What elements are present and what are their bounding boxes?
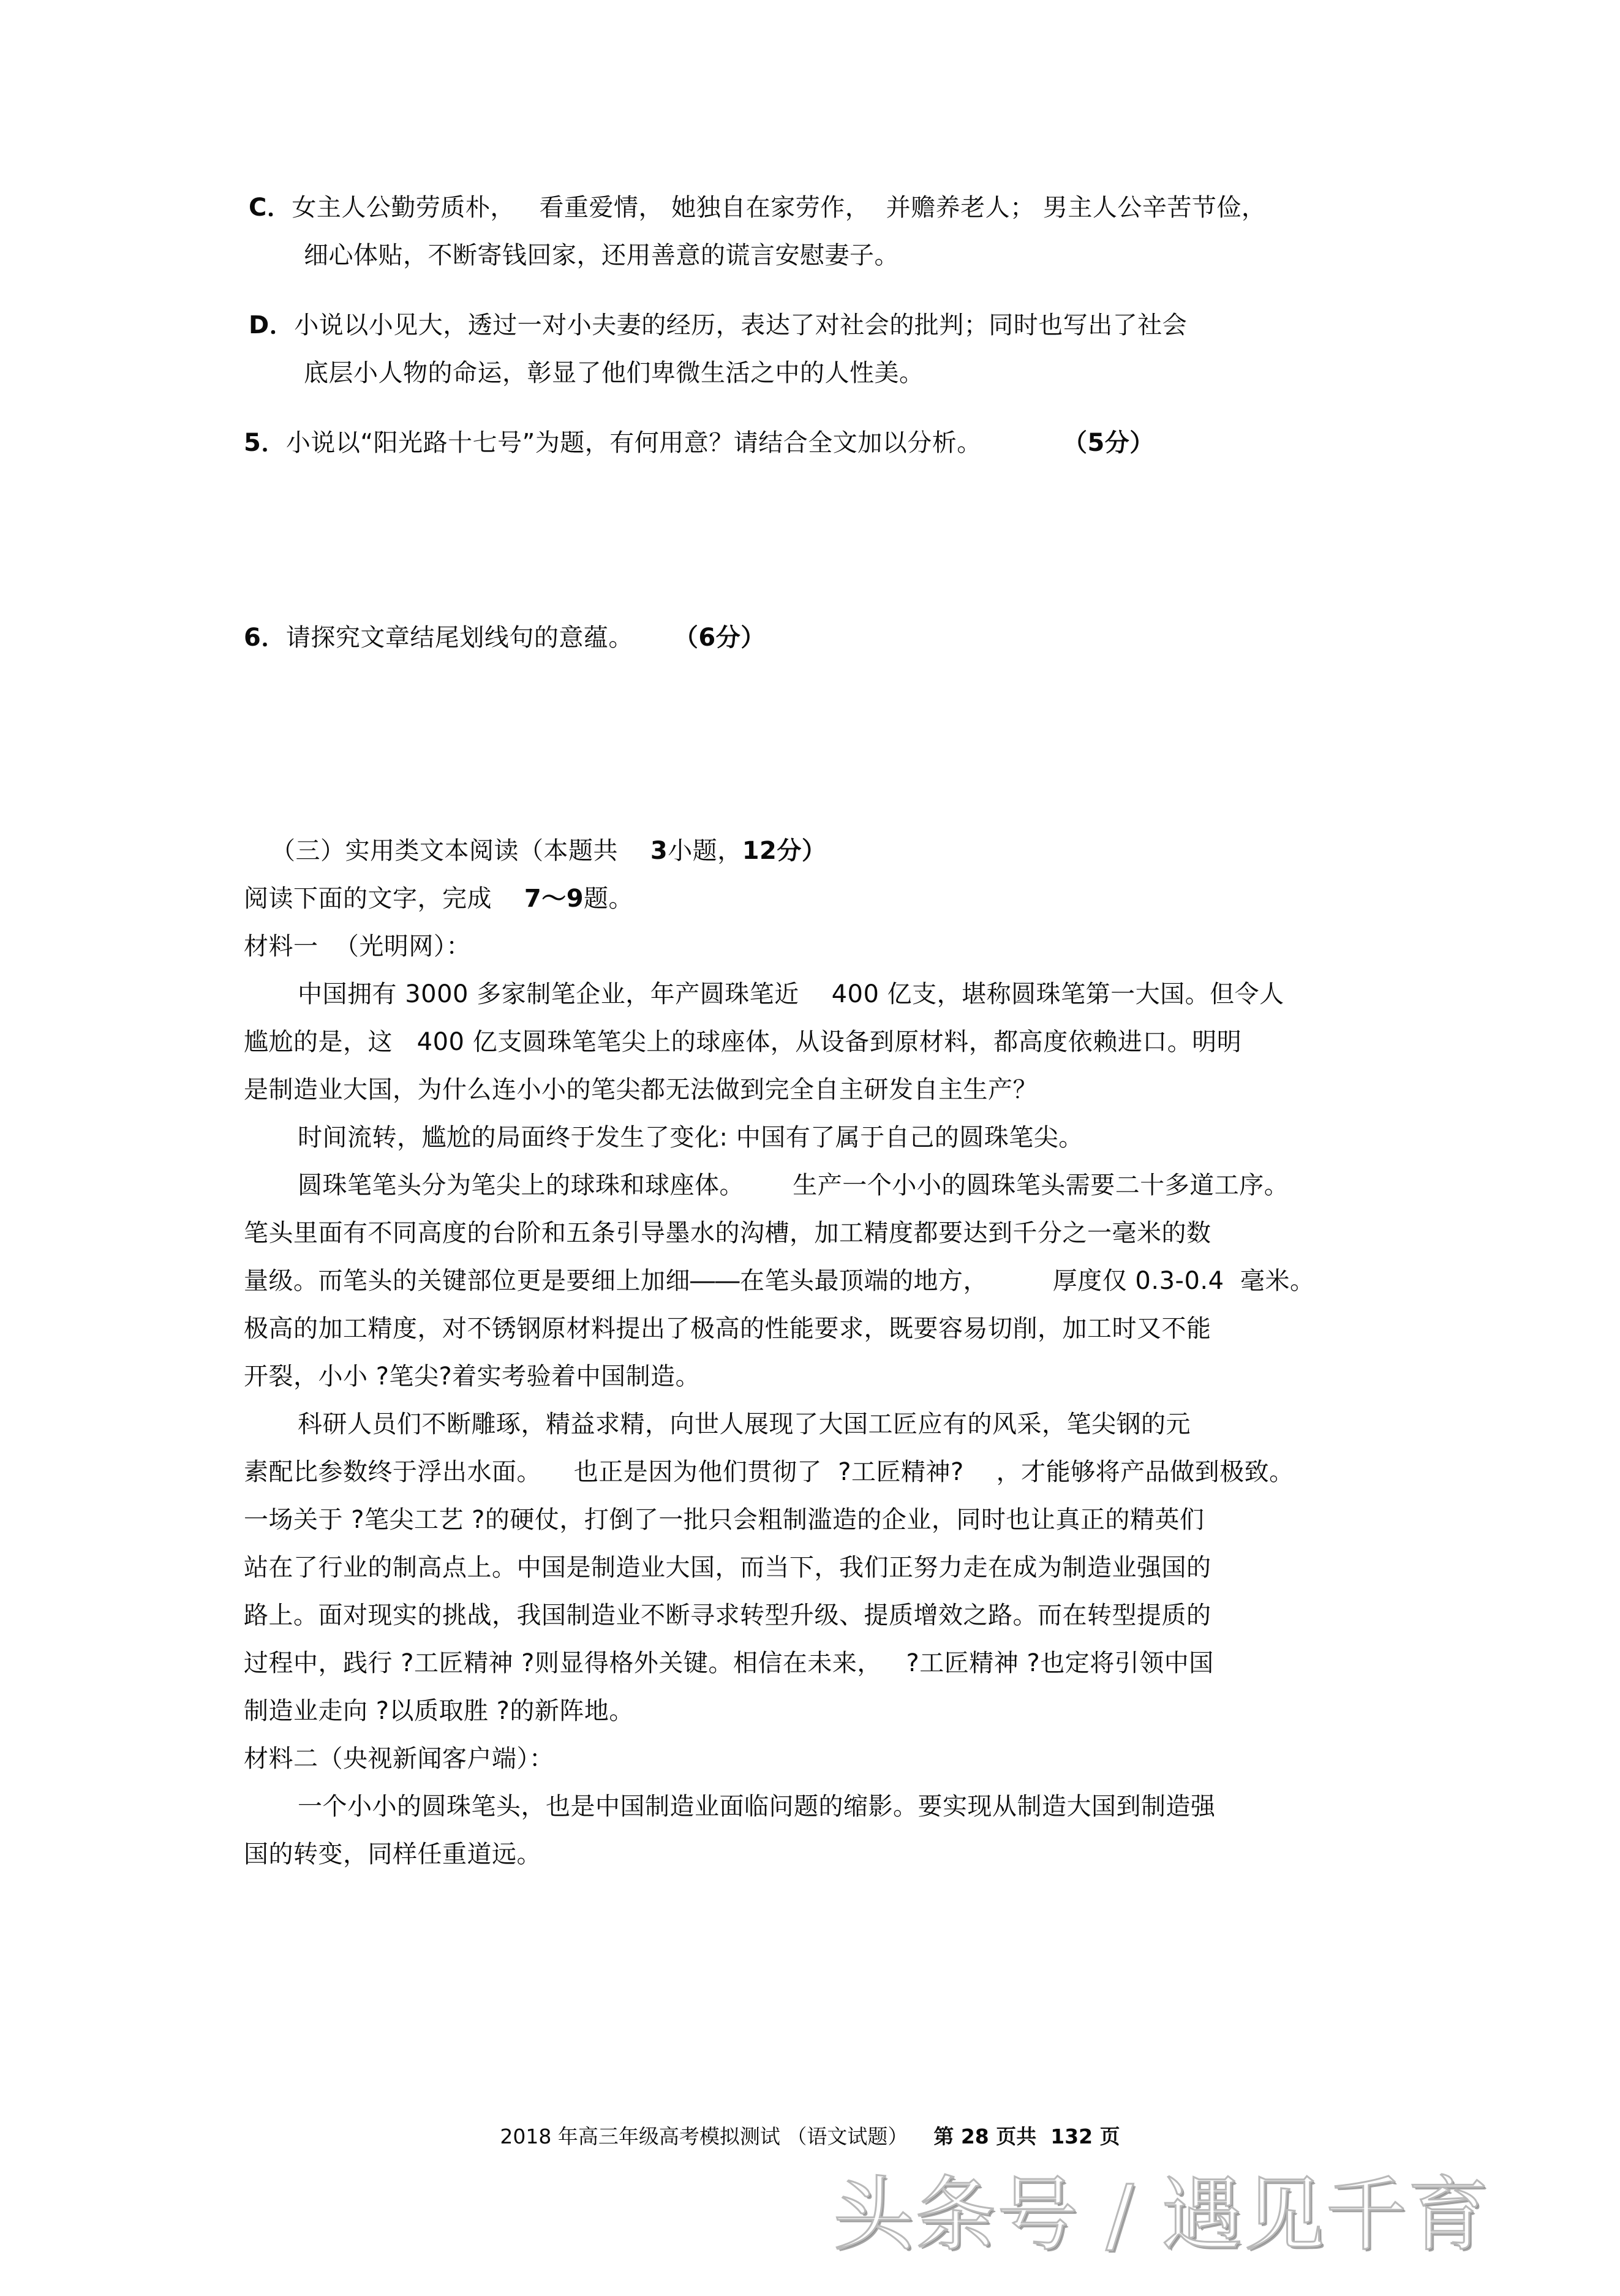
section-heading-count: 3 <box>650 837 668 865</box>
material-one-p1-line-2: 尴尬的是，这 400 亿支圆珠笔笔尖上的球座体，从设备到原材料，都高度依赖进口。明明 <box>244 1028 1242 1056</box>
section-instruction-spacer <box>492 885 524 913</box>
option-c-text-1: 女主人公勤劳质朴， 看重爱情， 她独自在家劳作， 并赡养老人； 男主人公辛苦节俭， <box>292 194 1267 222</box>
section-instruction <box>244 875 1285 923</box>
section-heading <box>244 827 1285 875</box>
watermark: 头条号 / 遇见千育 <box>833 2168 1490 2262</box>
material-one-label: 材料一 （光明网）： <box>244 932 471 961</box>
material-one-p4-line-2: 素配比参数终于浮出水面。 也正是因为他们贯彻了 ?工匠精神? ，才能够将产品做到极致。 <box>244 1458 1294 1486</box>
material-one-p3-line-5: 开裂，小小 ?笔尖?着实考验着中国制造。 <box>244 1362 701 1391</box>
material-one-p4-line-7: 制造业走向 ?以质取胜 ?的新阵地。 <box>244 1697 634 1725</box>
question-6-text: 请探究文章结尾划线句的意蕴。 <box>285 624 633 652</box>
section-heading-spacer <box>618 837 650 865</box>
question-6-spacer <box>633 624 674 652</box>
material-one-p3-line-2: 笔头里面有不同高度的台阶和五条引导墨水的沟槽，加工精度都要达到千分之一毫米的数 <box>244 1219 1211 1247</box>
answer-area-question-6[interactable] <box>244 662 1285 827</box>
option-d-line-2: 底层小人物的命运，彰显了他们卑微生活之中的人性美。 <box>304 359 924 387</box>
material-one-p1-line-3: 是制造业大国，为什么连小小的笔尖都无法做到完全自主研发自主生产？ <box>244 1076 1038 1104</box>
section-heading-marks: 12分） <box>742 837 827 865</box>
section-heading-mid: 小题， <box>668 837 742 865</box>
material-one-p4-line-6: 过程中，践行 ?工匠精神 ?则显得格外关键。相信在未来， ?工匠精神 ?也定将引领中国 <box>244 1649 1214 1677</box>
material-two-label: 材料二（央视新闻客户端）： <box>244 1745 554 1773</box>
material-one-p3-line-3: 量级。而笔头的关键部位更是要细上加细――在笔头最顶端的地方， 厚度仅 0.3-0.4 毫米。 <box>244 1267 1315 1295</box>
option-d-letter: D． <box>249 311 295 339</box>
footer-gap <box>908 2124 933 2148</box>
question-5-text: 小说以“阳光路十七号”为题，有何用意？请结合全文加以分析。 <box>285 429 982 457</box>
question-5-marks: （5分） <box>1062 429 1155 457</box>
answer-area-question-5[interactable] <box>244 467 1285 614</box>
material-one-p4-line-3: 一场关于 ?笔尖工艺 ?的硬仗，打倒了一批只会粗制滥造的企业，同时也让真正的精英们 <box>244 1506 1205 1534</box>
option-d-line-1 <box>244 301 1285 349</box>
question-6 <box>244 614 1285 662</box>
question-6-number: 6． <box>244 624 286 652</box>
spacer-after-option-c <box>244 279 1285 301</box>
material-two-p1-line-2: 国的转变，同样任重道远。 <box>244 1840 541 1868</box>
material-one-p1-line-1: 中国拥有 3000 多家制笔企业，年产圆珠笔近 400 亿支，堪称圆珠笔第一大国。但令人 <box>298 980 1284 1008</box>
spacer-after-option-d <box>244 397 1285 419</box>
footer-title: 2018 年高三年级高考模拟测试 （语文试题） <box>500 2124 908 2148</box>
question-5 <box>244 419 1285 467</box>
option-c-line-2: 细心体贴，不断寄钱回家，还用善意的谎言安慰妻子。 <box>304 241 899 270</box>
question-5-spacer <box>982 429 1063 457</box>
material-two-p1-line-1: 一个小小的圆珠笔头，也是中国制造业面临问题的缩影。要实现从制造大国到制造强 <box>298 1792 1216 1821</box>
material-one-p2-line-1: 时间流转，尴尬的局面终于发生了变化: 中国有了属于自己的圆珠笔尖。 <box>298 1123 1083 1152</box>
footer-page-number: 第 28 页共 132 页 <box>933 2124 1120 2148</box>
option-d-text-1: 小说以小见大，透过一对小夫妻的经历，表达了对社会的批判；同时也写出了社会 <box>294 311 1188 339</box>
material-one-p4-line-4: 站在了行业的制高点上。中国是制造业大国，而当下，我们正努力走在成为制造业强国的 <box>244 1554 1211 1582</box>
material-one-p3-line-4: 极高的加工精度，对不锈钢原材料提出了极高的性能要求，既要容易切削，加工时又不能 <box>244 1315 1211 1343</box>
section-heading-prefix: （三）实用类文本阅读（本题共 <box>271 837 618 865</box>
question-6-marks: （6分） <box>673 624 766 652</box>
section-instruction-prefix: 阅读下面的文字，完成 <box>244 885 492 913</box>
option-c-letter: C． <box>249 194 292 222</box>
document-body <box>244 184 1315 1878</box>
section-instruction-range: 7～9 <box>524 885 584 913</box>
material-one-p4-line-5: 路上。面对现实的挑战，我国制造业不断寻求转型升级、提质增效之路。而在转型提质的 <box>244 1601 1211 1629</box>
question-5-number: 5． <box>244 429 286 457</box>
page-footer <box>0 2121 1620 2150</box>
section-instruction-suffix: 题。 <box>584 885 634 913</box>
material-one-p4-line-1: 科研人员们不断雕琢，精益求精，向世人展现了大国工匠应有的风采，笔尖钢的元 <box>298 1410 1191 1438</box>
option-c-line-1 <box>244 184 1285 232</box>
material-one-p3-line-1: 圆珠笔笔头分为笔尖上的球珠和球座体。 生产一个小小的圆珠笔头需要二十多道工序。 <box>298 1171 1289 1199</box>
